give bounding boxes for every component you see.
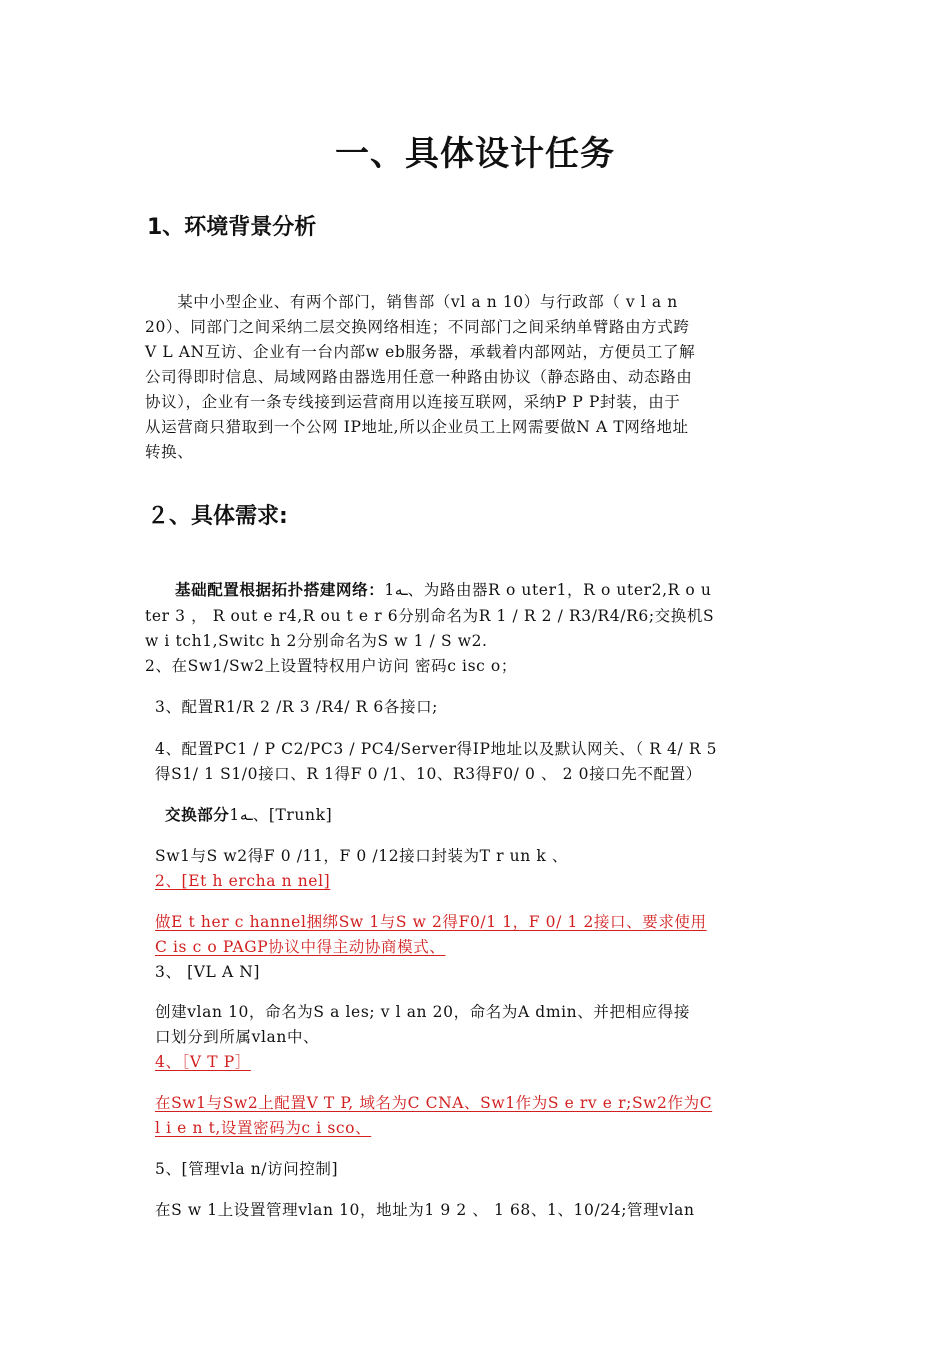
vlan-heading: 3、 [VL A N] — [155, 963, 261, 981]
basic-config-label: 基础配置根据拓扑搭建网络： — [175, 581, 385, 599]
basic-config-line: 2、在Sw1/Sw2上设置特权用户访问 密码c isc o； — [145, 657, 517, 675]
section-heading-requirements: ２、具体需求: — [147, 504, 288, 529]
etherchannel-heading: 2、[Et h ercha n nel] — [155, 872, 331, 890]
item-4-line-2: 得S1/ 1 S1/0接口、R 1得F 0 /1、10、R3得F0/ 0 、 2 0接口先不配置） — [155, 765, 702, 783]
switch-section-line — [165, 803, 332, 829]
mgmt-vlan-heading: 5、[管理vla n/访问控制] — [155, 1160, 339, 1178]
paragraph-line: 从运营商只猎取到一个公网 IP地址,所以企业员工上网需要做N A T网络地址 — [145, 418, 689, 436]
paragraph-line: 20）、同部门之间采纳二层交换网络相连；不同部门之间采纳单臂路由方式跨 — [145, 318, 690, 336]
basic-config-text: 1ـه、为路由器R o uter1，R o uter2,R o u — [384, 581, 712, 599]
basic-config-line-1 — [175, 578, 711, 604]
paragraph-line: V L AN互访、企业有一台内部w eb服务器，承载着内部网站，方便员工了解 — [145, 343, 696, 361]
paragraph-line: 某中小型企业、有两个部门，销售部（vl a n 10）与行政部（ v l a n — [145, 293, 678, 311]
item-3-interfaces: 3、配置R1/R 2 /R 3 /R4/ R 6各接口; — [155, 698, 438, 716]
vtp-text-line-1: 在Sw1与Sw2上配置V T P, 域名为C CNA、Sw1作为S e rv e r;Sw2作为C — [155, 1094, 713, 1112]
etherchannel-text-line-1: 做E t her c hannel捆绑Sw 1与S w 2得F0/1 1，F 0/ 1 2接口、要求使用 — [155, 913, 707, 931]
section-heading-background: 1、环境背景分析 — [147, 215, 317, 240]
mgmt-vlan-text: 在S w 1上设置管理vlan 10，地址为1 9 2 、 1 68、1、10/24;管理vlan — [155, 1201, 695, 1219]
vlan-text-line-2: 口划分到所属vlan中、 — [155, 1028, 320, 1046]
switch-section-trunk: 1ـه、[Trunk] — [229, 806, 333, 824]
vtp-text-line-2: l i e n t,设置密码为c i sco、 — [155, 1119, 372, 1137]
item-4-line-1: 4、配置PC1 / P C2/PC3 / PC4/Server得IP地址以及默认网关、（ R 4/ R 5 — [155, 740, 718, 758]
switch-section-label: 交换部分 — [165, 806, 230, 824]
etherchannel-text-line-2: C is c o PAGP协议中得主动协商模式、 — [155, 938, 446, 956]
vlan-text-line-1: 创建vlan 10，命名为S a les; v l an 20，命名为A dmin、并把相应得接 — [155, 1003, 690, 1021]
basic-config-line: ter 3 ， R out e r4,R ou t e r 6分别命名为R 1 / R 2 / R3/R4/R6;交换机S — [145, 607, 715, 625]
vtp-heading: 4、［V T P］ — [155, 1053, 251, 1071]
paragraph-line: 协议），企业有一条专线接到运营商用以连接互联网，采纳P P P封装，由于 — [145, 393, 681, 411]
paragraph-line: 转换、 — [145, 443, 194, 461]
paragraph-line: 公司得即时信息、局域网路由器选用任意一种路由协议（静态路由、动态路由 — [145, 368, 693, 386]
page-title: 一、具体设计任务 — [335, 134, 615, 174]
trunk-text: Sw1与S w2得F 0 /11，F 0 /12接口封装为T r un k 、 — [155, 847, 568, 865]
basic-config-line: w i tch1,Switc h 2分别命名为S w 1 / S w2. — [145, 632, 488, 650]
